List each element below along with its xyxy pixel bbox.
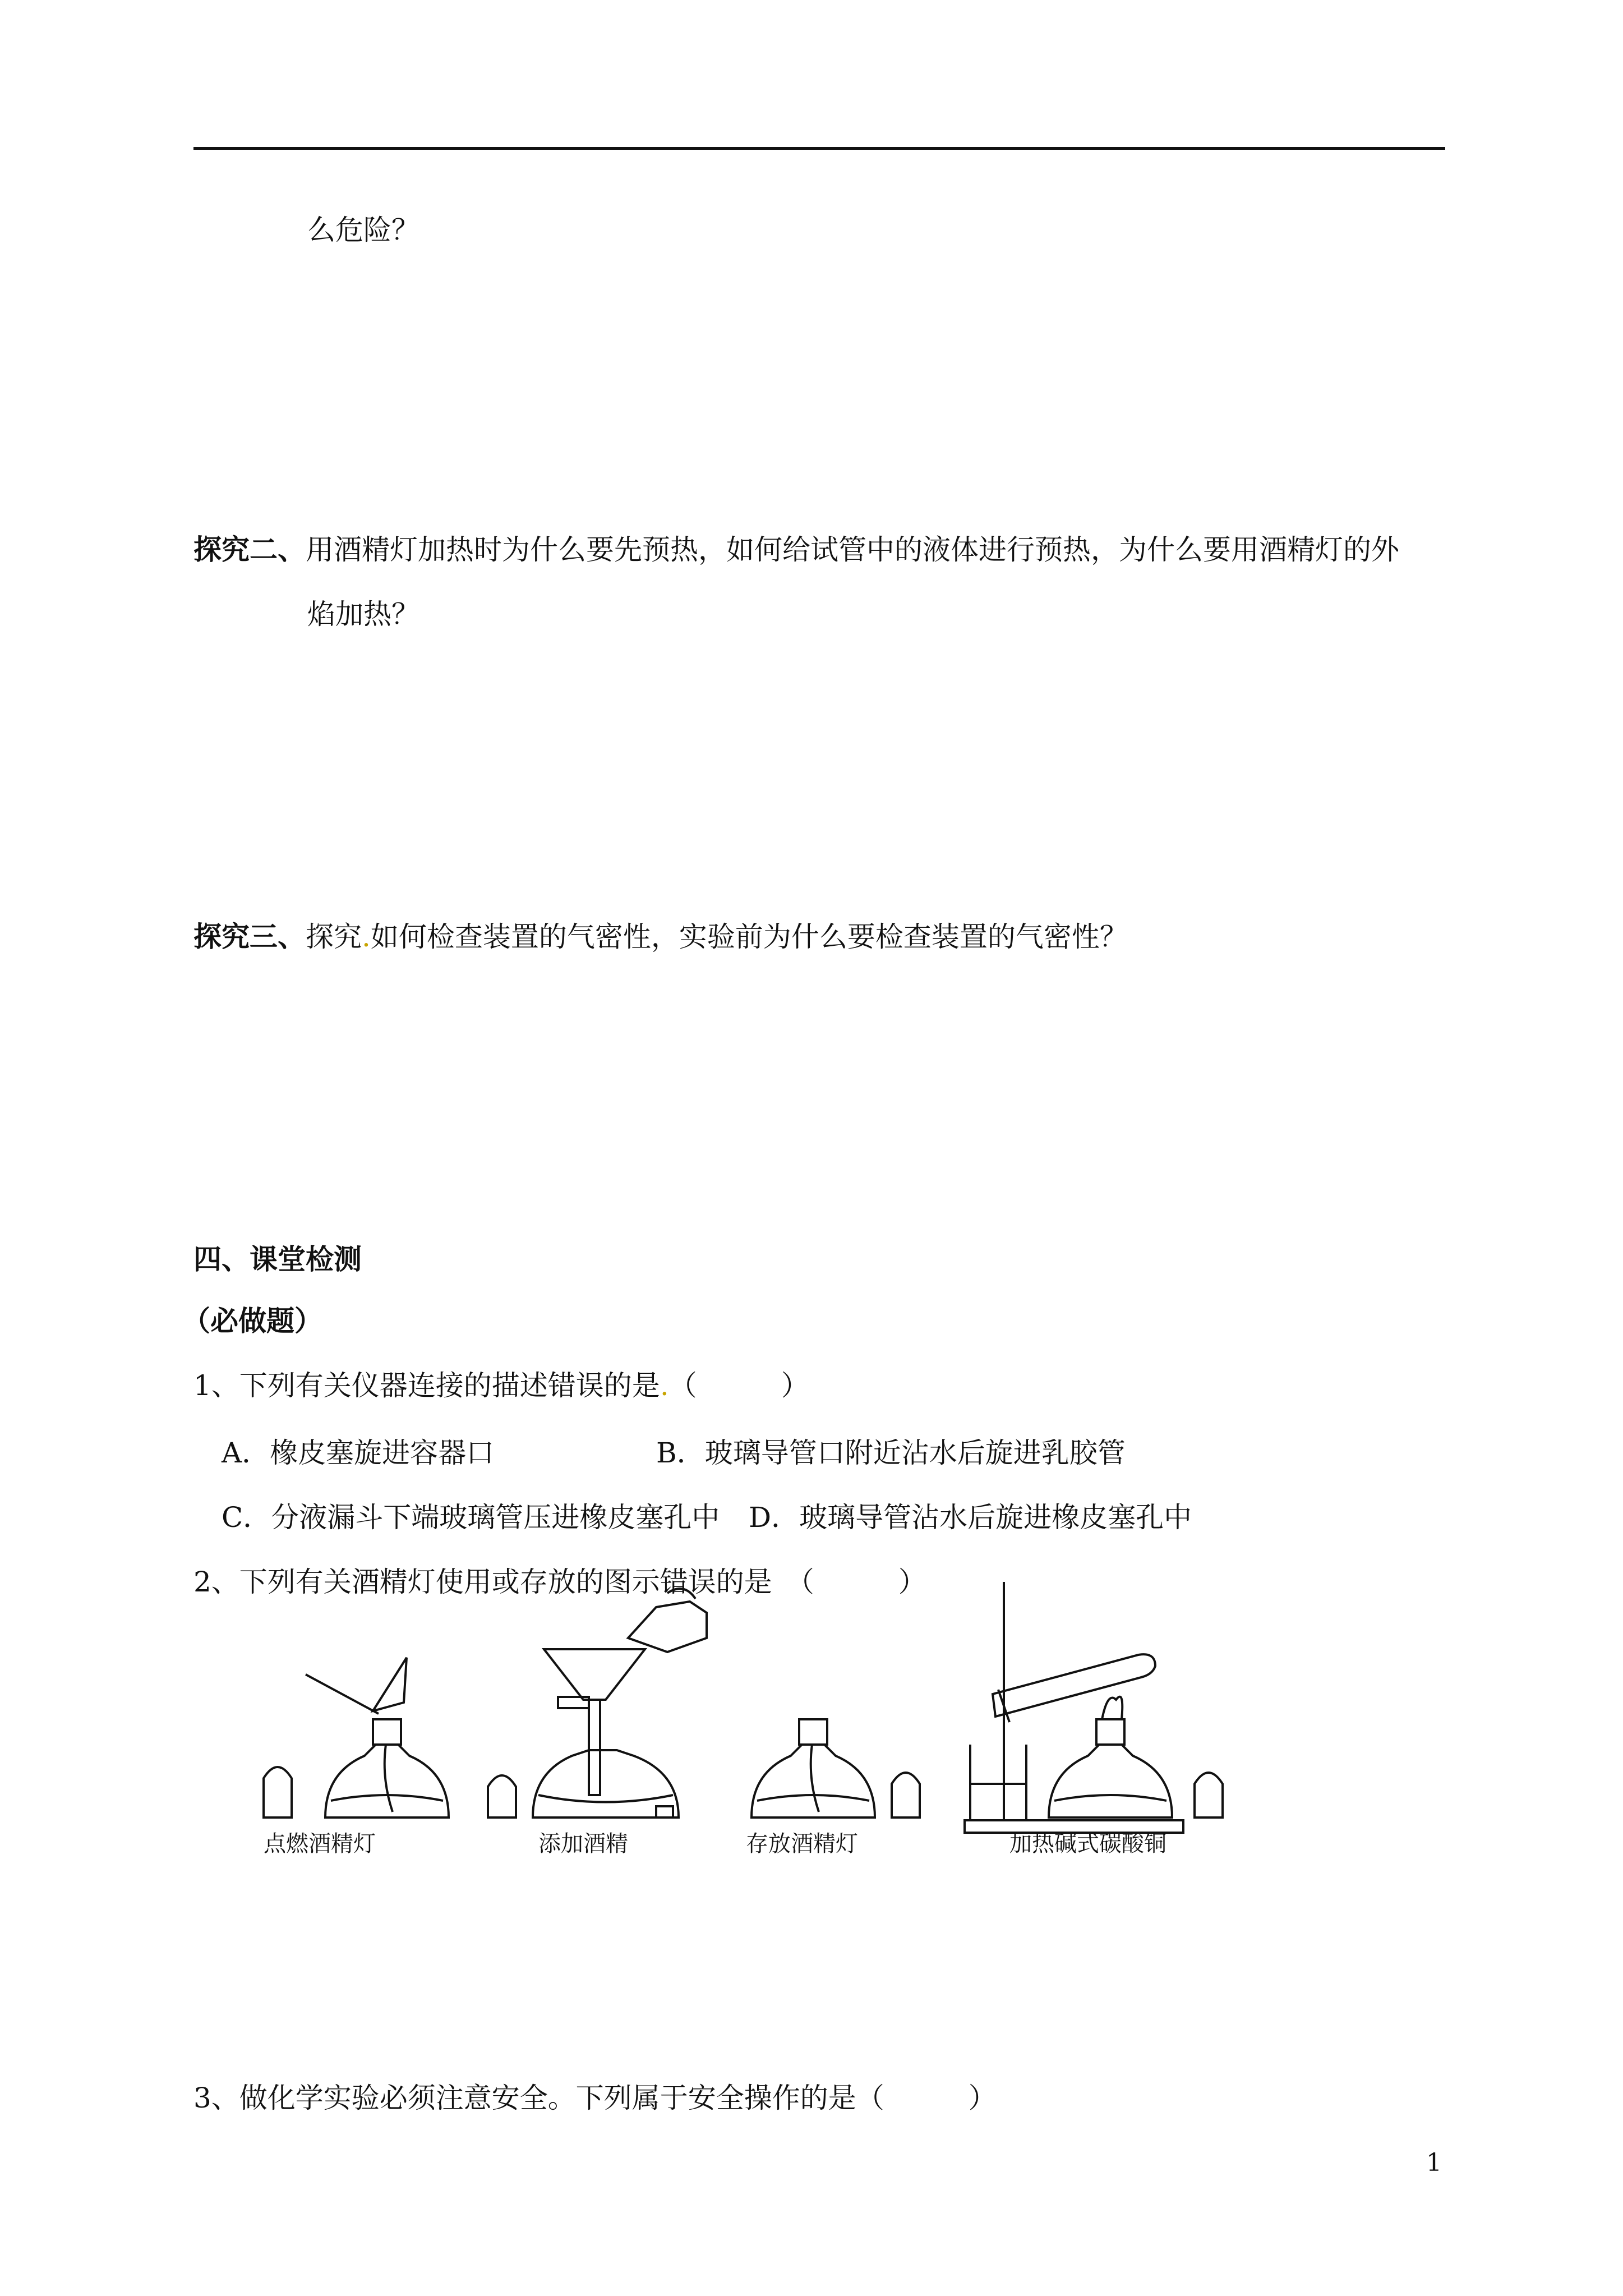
heating-setup-illustration <box>965 1582 1223 1833</box>
explore2-line1 <box>193 533 1399 567</box>
explore2-label: 探究二、 <box>193 533 306 566</box>
section4-subtitle: （必做题） <box>182 1304 322 1337</box>
explore3-label: 探究三、 <box>193 920 306 953</box>
explore3-line <box>193 920 1128 954</box>
alcohol-lamp-diagram <box>241 1559 1262 1874</box>
alcohol-lamp-figure <box>241 1559 1262 1874</box>
explore2-text-1: 用酒精灯加热时为什么要先预热，如何给试管中的液体进行预热，为什么要用酒精灯的外 <box>306 533 1399 566</box>
q1-option-c: C．分液漏斗下端玻璃管压进橡皮塞孔中 <box>222 1501 720 1534</box>
stored-lamp-illustration <box>751 1719 920 1818</box>
q1-option-d: D．玻璃导管沾水后旋进橡皮塞孔中 <box>749 1501 1192 1534</box>
q1-stem-line <box>193 1369 809 1402</box>
q1-stem: 1、下列有关仪器连接的描述错误的是 <box>193 1369 660 1402</box>
q2-stem: 2、下列有关酒精灯使用或存放的图示错误的是 （ ） <box>193 1566 926 1598</box>
q1-option-a: A．橡皮塞旋进容器口 <box>222 1437 495 1469</box>
caption-lighting: 点燃酒精灯 <box>264 1831 376 1857</box>
explore3-text-a: 探究 <box>306 921 362 953</box>
continued-line: 么危险？ <box>307 214 419 246</box>
section4-title: 四、课堂检测 <box>193 1243 362 1276</box>
q1-dot: . <box>660 1369 669 1402</box>
q1-paren: （ ） <box>668 1369 809 1402</box>
adding-alcohol-illustration <box>488 1589 707 1818</box>
caption-storing: 存放酒精灯 <box>746 1831 858 1857</box>
q1-option-b: B．玻璃导管口附近沾水后旋进乳胶管 <box>656 1437 1126 1469</box>
page-number: 1 <box>1426 2148 1442 2177</box>
explore3-text-b: 如何检查装置的气密性，实验前为什么要检查装置的气密性？ <box>370 921 1128 953</box>
lighting-lamp-illustration <box>264 1658 449 1818</box>
caption-heating: 加热碱式碳酸铜 <box>1009 1831 1166 1857</box>
q3-stem: 3、做化学实验必须注意安全。下列属于安全操作的是（ ） <box>193 2082 997 2114</box>
caption-adding: 添加酒精 <box>538 1831 628 1857</box>
header-divider <box>193 147 1445 150</box>
explore3-dot: . <box>362 921 371 953</box>
explore2-line2: 焰加热？ <box>307 598 419 631</box>
